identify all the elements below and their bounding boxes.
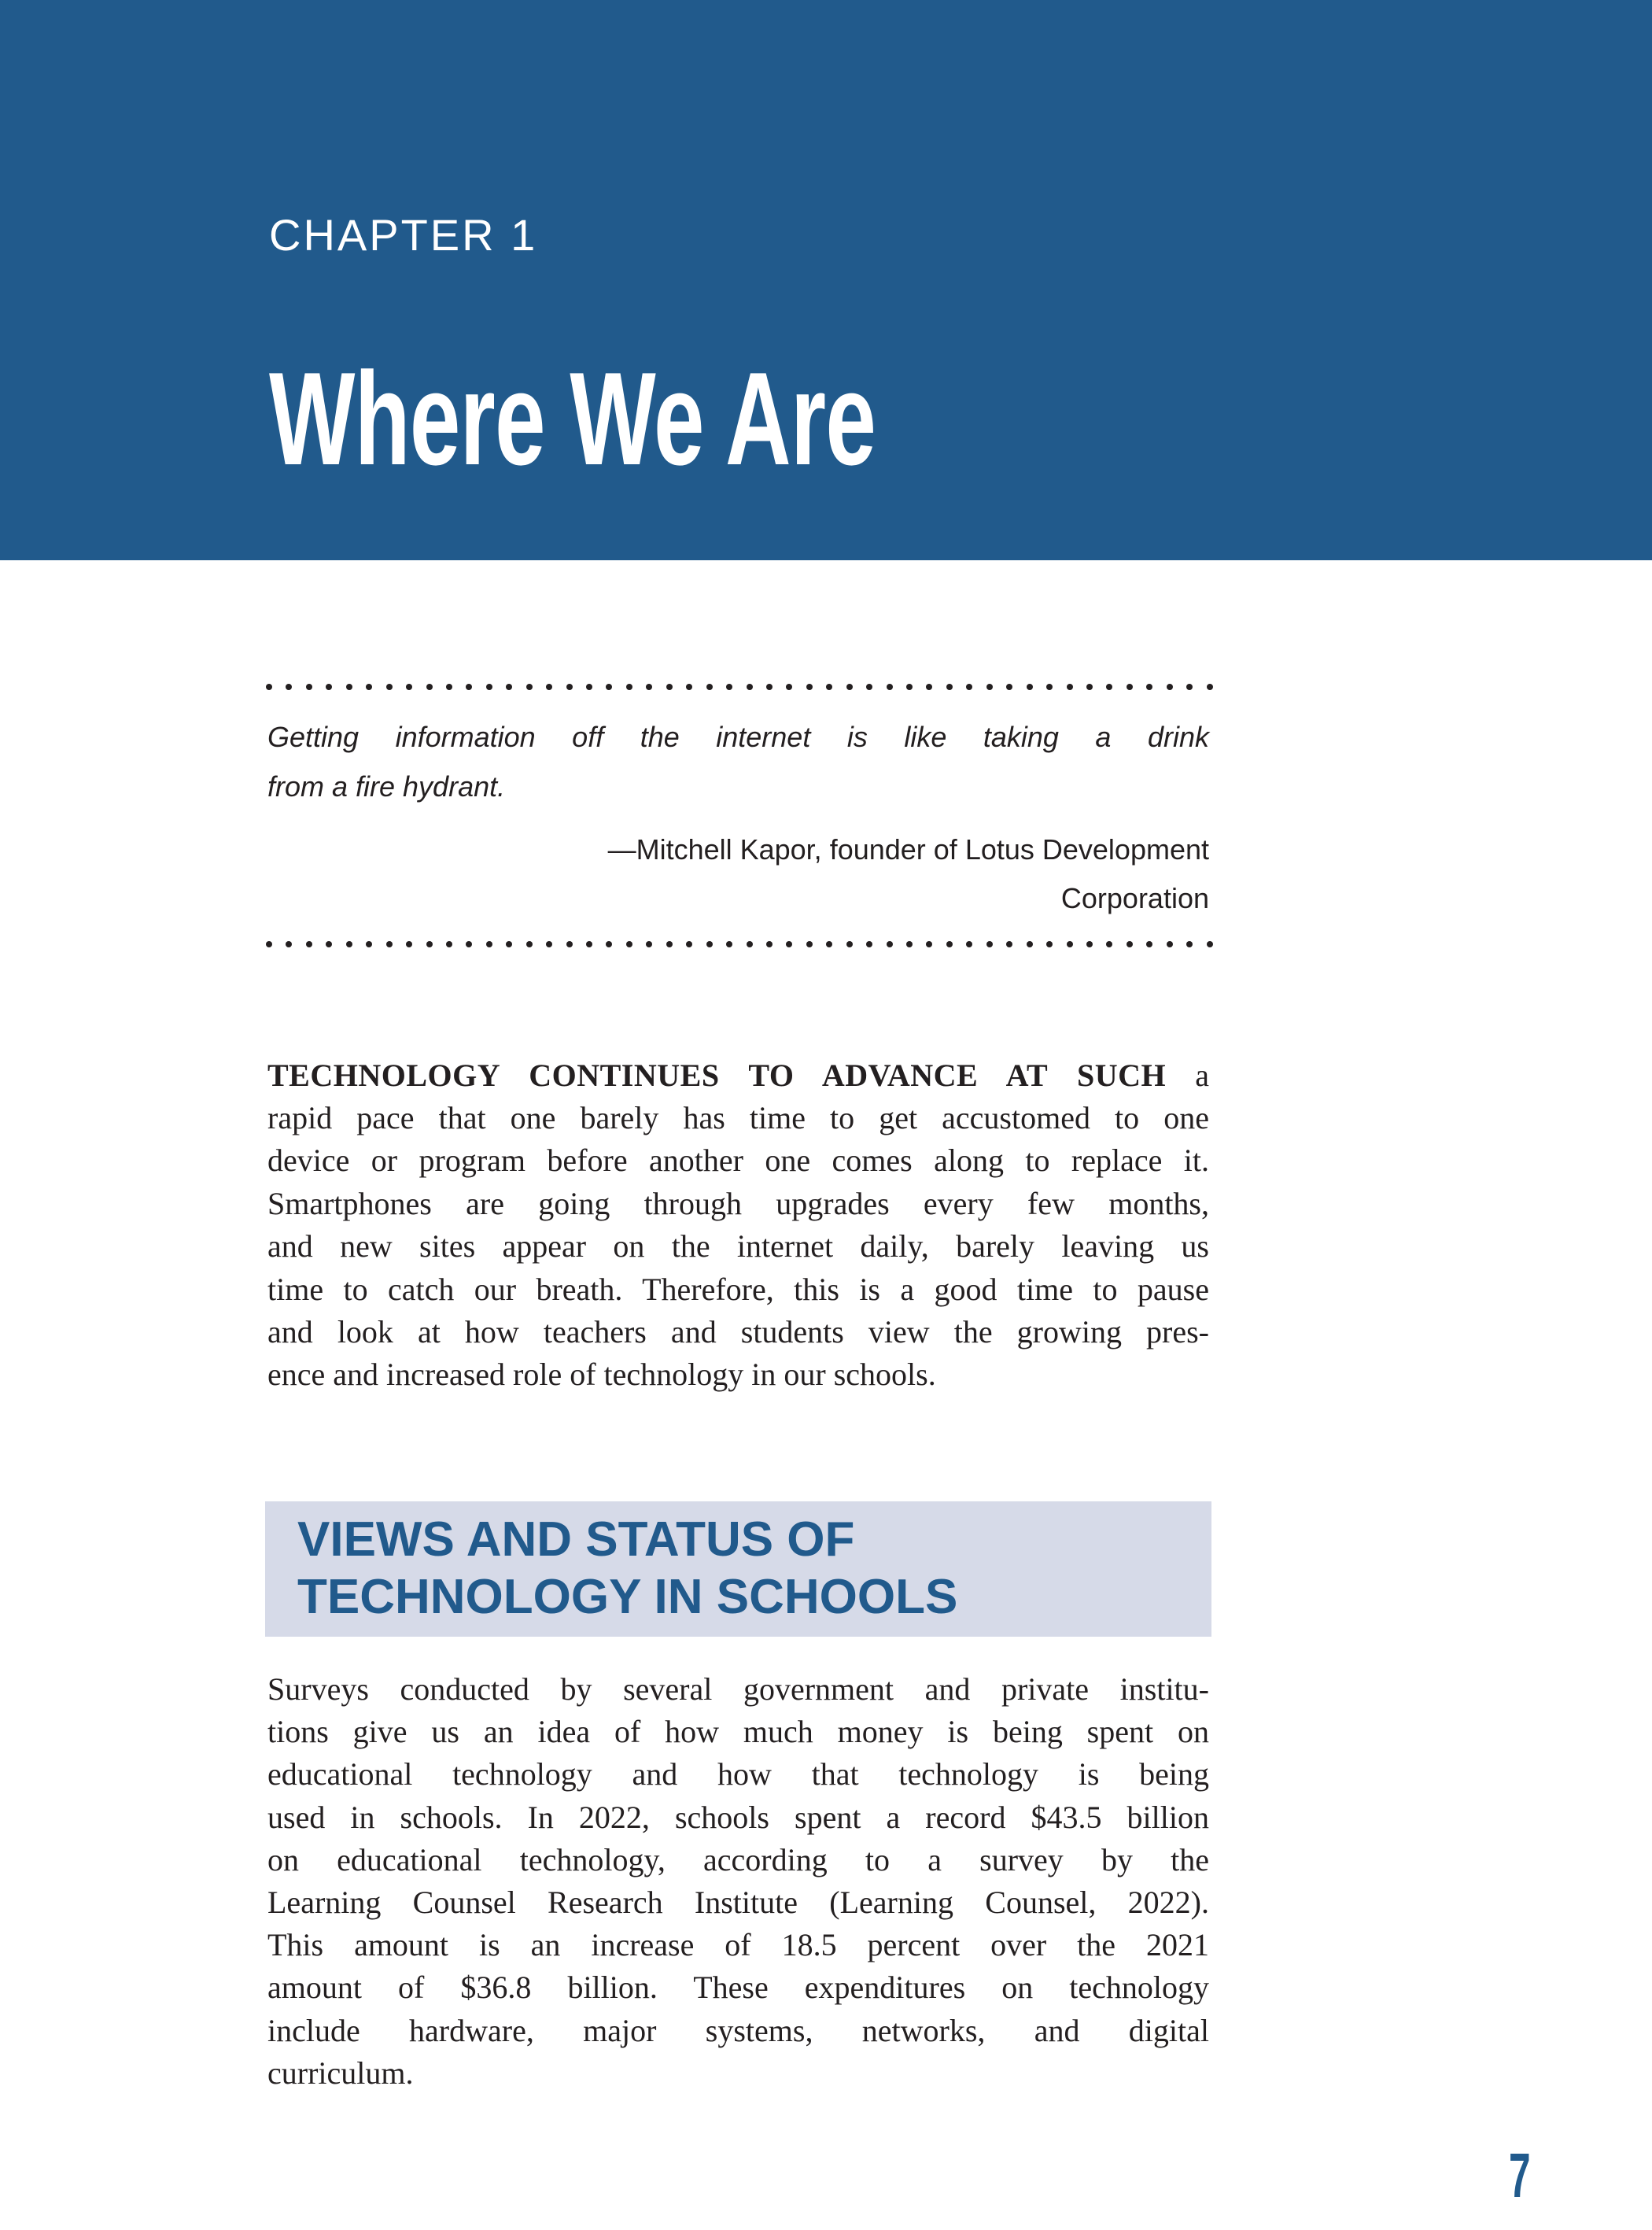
- section-heading-line: VIEWS AND STATUS OF: [297, 1512, 855, 1567]
- paragraph-line: educational technology and how that technology is being: [267, 1756, 1209, 1792]
- dot: [266, 684, 272, 690]
- dot: [1027, 684, 1033, 690]
- dot: [786, 684, 792, 690]
- dot: [366, 941, 372, 947]
- dot: [446, 684, 452, 690]
- dot: [286, 941, 292, 947]
- dot: [506, 684, 512, 690]
- dot: [1146, 684, 1152, 690]
- dot: [346, 684, 352, 690]
- dot: [406, 941, 412, 947]
- dot: [306, 684, 312, 690]
- dot: [1186, 684, 1193, 690]
- page-number: 7: [1509, 2140, 1531, 2210]
- dot: [1067, 684, 1073, 690]
- dot: [646, 941, 652, 947]
- dot: [1067, 941, 1073, 947]
- dot: [386, 941, 393, 947]
- dot: [1146, 941, 1152, 947]
- dot: [486, 941, 492, 947]
- paragraph-line: tions give us an idea of how much money is being spent on: [267, 1714, 1209, 1750]
- dot: [526, 684, 533, 690]
- epigraph-bottom-dotted-rule: [266, 940, 1213, 948]
- epigraph-attribution-line: Corporation: [1060, 882, 1209, 914]
- dot: [1106, 941, 1112, 947]
- dot: [1046, 684, 1053, 690]
- epigraph-quote-line: Getting information off the internet is like taking a drink: [267, 721, 1209, 753]
- dot: [706, 684, 713, 690]
- dot: [866, 684, 872, 690]
- dot: [626, 941, 632, 947]
- dot: [887, 684, 893, 690]
- paragraph-line: ence and increased role of technology in our schools.: [267, 1357, 936, 1393]
- dot: [726, 941, 732, 947]
- dot: [846, 941, 853, 947]
- dot: [306, 941, 312, 947]
- section-heading-line: TECHNOLOGY IN SCHOOLS: [297, 1570, 958, 1624]
- dot: [626, 684, 632, 690]
- dot: [1167, 684, 1173, 690]
- paragraph-line: Surveys conducted by several government and private institu-: [267, 1671, 1209, 1707]
- intro-first-line-rest: a: [1195, 1058, 1209, 1093]
- dot: [326, 941, 332, 947]
- chapter-label: CHAPTER 1: [269, 210, 538, 260]
- dot: [766, 941, 773, 947]
- dot: [1027, 941, 1033, 947]
- dot: [1106, 684, 1112, 690]
- dot: [506, 941, 512, 947]
- paragraph-line: device or program before another one comes along to replace it.: [267, 1143, 1209, 1179]
- dot: [826, 941, 832, 947]
- dot: [1006, 684, 1012, 690]
- dot: [706, 941, 713, 947]
- dot: [986, 941, 993, 947]
- dot: [1127, 684, 1133, 690]
- dot: [786, 941, 792, 947]
- dot: [606, 684, 612, 690]
- dot: [747, 941, 753, 947]
- dot: [806, 941, 813, 947]
- epigraph-top-dotted-rule: [266, 683, 1213, 691]
- intro-first-line: [267, 1054, 1209, 1097]
- dot: [366, 684, 372, 690]
- dot: [686, 684, 692, 690]
- dot: [566, 684, 573, 690]
- paragraph-line: amount of $36.8 billion. These expenditures on technology: [267, 1970, 1209, 2006]
- dot: [1207, 941, 1213, 947]
- dot: [686, 941, 692, 947]
- dot: [906, 684, 913, 690]
- dot: [606, 941, 612, 947]
- dot: [926, 684, 932, 690]
- paragraph-line: and new sites appear on the internet daily, barely leaving us: [267, 1228, 1209, 1265]
- paragraph-line: Learning Counsel Research Institute (Learning Counsel, 2022).: [267, 1885, 1209, 1920]
- dot: [747, 684, 753, 690]
- dot: [846, 684, 853, 690]
- intro-lead-in: TECHNOLOGY CONTINUES TO ADVANCE AT SUCH: [267, 1058, 1167, 1093]
- paragraph-line: curriculum.: [267, 2055, 414, 2091]
- dot: [466, 941, 472, 947]
- dot: [386, 684, 393, 690]
- dot: [326, 684, 332, 690]
- paragraph-line: rapid pace that one barely has time to get accustomed to one: [267, 1100, 1209, 1135]
- dot: [586, 684, 592, 690]
- paragraph-line: time to catch our breath. Therefore, this is a good time to pause: [267, 1271, 1209, 1307]
- dot: [806, 684, 813, 690]
- dot: [866, 941, 872, 947]
- dot: [286, 684, 292, 690]
- dot: [1086, 684, 1093, 690]
- dot: [726, 684, 732, 690]
- dot: [346, 941, 352, 947]
- dot: [666, 684, 673, 690]
- dot: [646, 684, 652, 690]
- paragraph-line: This amount is an increase of 18.5 percent over the 2021: [267, 1927, 1209, 1963]
- dot: [446, 941, 452, 947]
- dot: [986, 684, 993, 690]
- dot: [1006, 941, 1012, 947]
- dot: [926, 941, 932, 947]
- dot: [1046, 941, 1053, 947]
- paragraph-line: include hardware, major systems, networks, and digital: [267, 2012, 1209, 2048]
- dot: [766, 684, 773, 690]
- epigraph-attribution-line: —Mitchell Kapor, founder of Lotus Development: [607, 833, 1209, 866]
- dot: [586, 941, 592, 947]
- chapter-title: Where We Are: [269, 345, 876, 493]
- dot: [426, 684, 433, 690]
- dot: [546, 941, 552, 947]
- paragraph-line: used in schools. In 2022, schools spent a record $43.5 billion: [267, 1799, 1209, 1835]
- dot: [1127, 941, 1133, 947]
- dot: [887, 941, 893, 947]
- dot: [1186, 941, 1193, 947]
- dot: [906, 941, 913, 947]
- paragraph-line: on educational technology, according to a survey by the: [267, 1841, 1209, 1877]
- epigraph-quote-line: from a fire hydrant.: [267, 770, 506, 803]
- dot: [546, 684, 552, 690]
- dot: [946, 941, 953, 947]
- dot: [1167, 941, 1173, 947]
- dot: [966, 684, 972, 690]
- dot: [1207, 684, 1213, 690]
- dot: [966, 941, 972, 947]
- dot: [1086, 941, 1093, 947]
- dot: [526, 941, 533, 947]
- dot: [426, 941, 433, 947]
- dot: [566, 941, 573, 947]
- dot: [466, 684, 472, 690]
- paragraph-line: Smartphones are going through upgrades every few months,: [267, 1185, 1209, 1221]
- dot: [406, 684, 412, 690]
- dot: [266, 941, 272, 947]
- dot: [826, 684, 832, 690]
- dot: [486, 684, 492, 690]
- paragraph-line: and look at how teachers and students view the growing pres-: [267, 1314, 1209, 1349]
- dot: [666, 941, 673, 947]
- dot: [946, 684, 953, 690]
